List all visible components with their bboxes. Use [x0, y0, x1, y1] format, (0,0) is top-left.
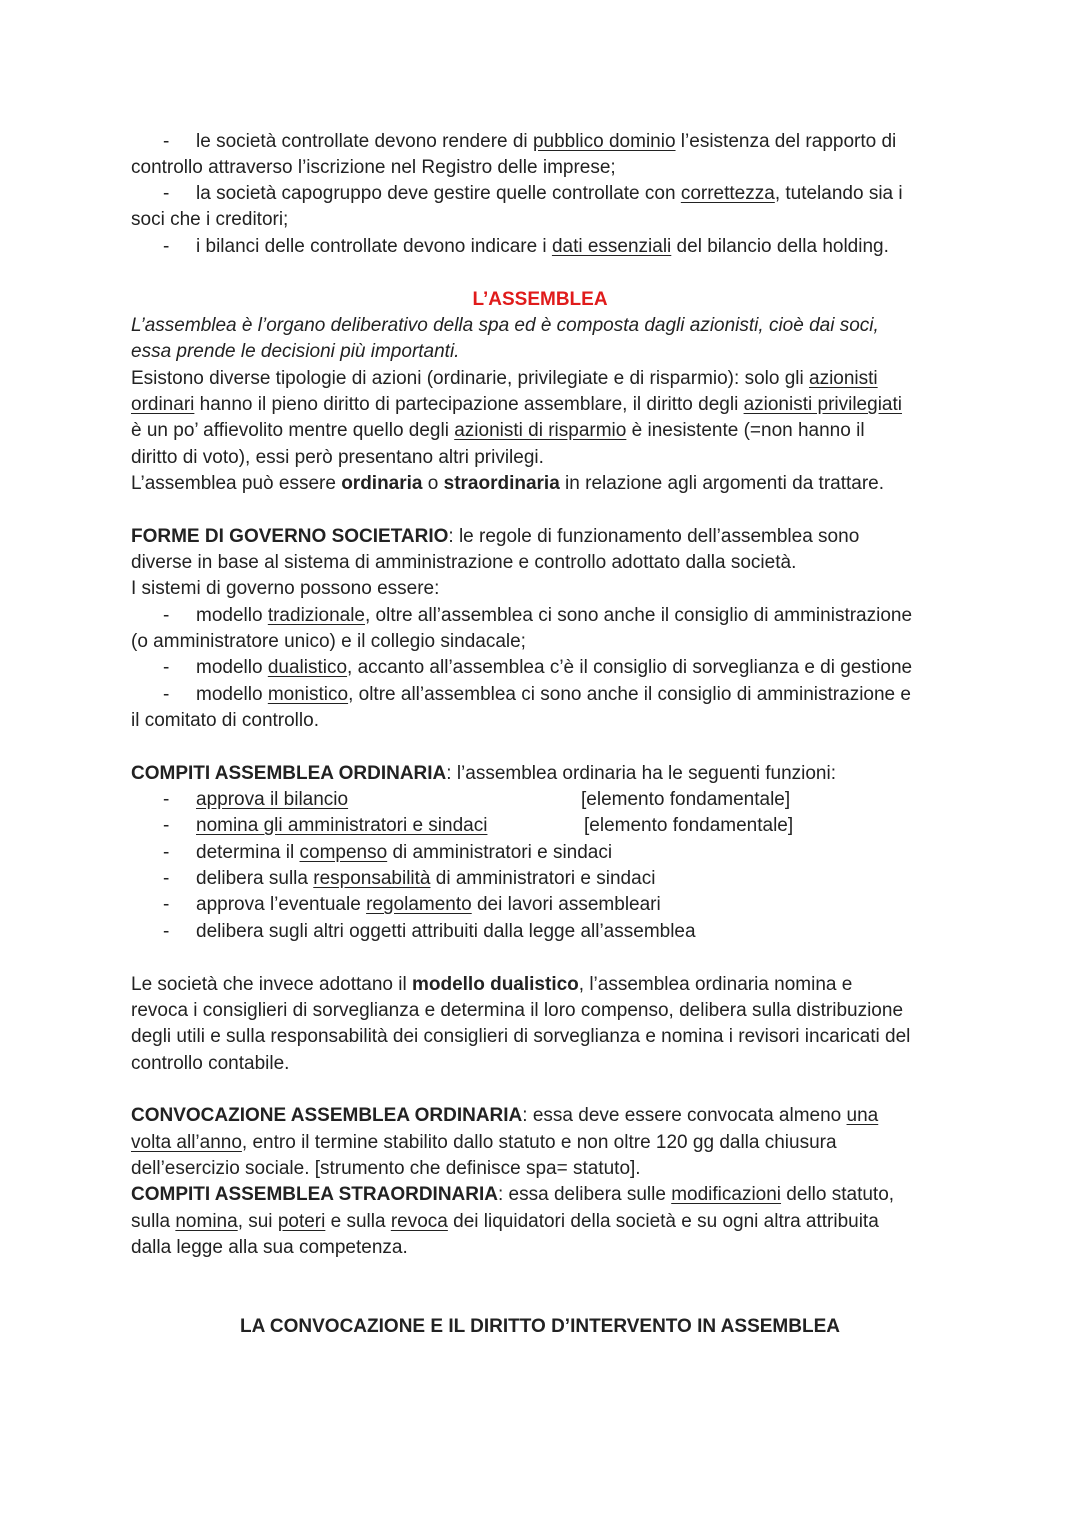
bullet-dash: -: [163, 684, 170, 705]
bullet-dash: -: [163, 131, 170, 152]
bullet-dash: -: [163, 815, 170, 836]
paragraph-line: Le società che invece adottano il modello dualistico, l’assemblea ordinaria nomina e: [131, 974, 853, 995]
bullet-dash: -: [163, 894, 170, 915]
bullet-text: delibera sugli altri oggetti attribuiti dalla legge all’assemblea: [196, 921, 696, 942]
section-heading: FORME DI GOVERNO SOCIETARIO: [131, 526, 449, 547]
paragraph-line: COMPITI ASSEMBLEA ORDINARIA: l’assemblea ordinaria ha le seguenti funzioni:: [131, 763, 836, 784]
paragraph-line: controllo contabile.: [131, 1053, 290, 1074]
bullet-dash: -: [163, 921, 170, 942]
bullet-text: determina il compenso di amministratori e sindaci: [196, 842, 613, 863]
section-title: L’ASSEMBLEA: [472, 289, 608, 310]
bullet-text: le società controllate devono rendere di pubblico dominio l’esistenza del rapporto di: [196, 131, 897, 152]
bullet-text: i bilanci delle controllate devono indicare i dati essenziali del bilancio della holding.: [196, 236, 889, 257]
bullet-tag: [elemento fondamentale]: [584, 815, 794, 836]
bullet-dash: -: [163, 842, 170, 863]
section-heading: COMPITI ASSEMBLEA STRAORDINARIA: [131, 1184, 498, 1205]
section-heading: COMPITI ASSEMBLEA ORDINARIA: [131, 763, 447, 784]
bullet-dash: -: [163, 789, 170, 810]
bullet-dash: -: [163, 183, 170, 204]
bullet-dash: -: [163, 868, 170, 889]
intro-line: essa prende le decisioni più importanti.: [131, 341, 460, 362]
bullet-tag: [elemento fondamentale]: [581, 789, 791, 810]
bullet-text: approva il bilancio: [196, 789, 349, 810]
bullet-text: approva l’eventuale regolamento dei lavori assembleari: [196, 894, 661, 915]
paragraph-line: volta all’anno, entro il termine stabilito dallo statuto e non oltre 120 gg dalla chiusura: [131, 1132, 837, 1153]
paragraph-line: degli utili e sulla responsabilità dei consiglieri di sorveglianza e nomina i revisori incaricati del: [131, 1026, 911, 1047]
bullet-dash: -: [163, 605, 170, 626]
paragraph-line: sulla nomina, sui poteri e sulla revoca dei liquidatori della società e su ogni altra attribuita: [131, 1211, 879, 1232]
paragraph-line: diverse in base al sistema di amministrazione e controllo adottato dalla società.: [131, 552, 797, 573]
bullet-text: delibera sulla responsabilità di amministratori e sindaci: [196, 868, 656, 889]
paragraph-line: è un po’ affievolito mentre quello degli azionisti di risparmio è inesistente (=non hanno il: [131, 420, 865, 441]
bullet-continuation: controllo attraverso l’iscrizione nel Registro delle imprese;: [131, 157, 616, 178]
bullet-text: modello tradizionale, oltre all’assemblea ci sono anche il consiglio di amministrazione: [196, 605, 913, 626]
intro-line: L’assemblea è l’organo deliberativo della spa ed è composta dagli azionisti, cioè dai soci,: [131, 315, 879, 336]
paragraph-line: ordinari hanno il pieno diritto di partecipazione assemblare, il diritto degli azionisti privilegiati: [131, 394, 902, 415]
paragraph-line: I sistemi di governo possono essere:: [131, 578, 440, 599]
section-heading: CONVOCAZIONE ASSEMBLEA ORDINARIA: [131, 1105, 523, 1126]
paragraph-line: Esistono diverse tipologie di azioni (ordinarie, privilegiate e di risparmio): solo gli azionisti: [131, 368, 878, 389]
paragraph-line: revoca i consiglieri di sorveglianza e determina il loro compenso, delibera sulla distribuzione: [131, 1000, 904, 1021]
paragraph-line: FORME DI GOVERNO SOCIETARIO: le regole di funzionamento dell’assemblea sono: [131, 526, 860, 547]
paragraph-line: L’assemblea può essere ordinaria o straordinaria in relazione agli argomenti da trattare.: [131, 473, 885, 494]
paragraph-line: diritto di voto), essi però presentano altri privilegi.: [131, 447, 544, 468]
bullet-text: la società capogruppo deve gestire quelle controllate con correttezza, tutelando sia i: [196, 183, 903, 204]
bullet-continuation: soci che i creditori;: [131, 209, 289, 230]
paragraph-line: COMPITI ASSEMBLEA STRAORDINARIA: essa delibera sulle modificazioni dello statuto,: [131, 1184, 895, 1205]
paragraph-line: dell’esercizio sociale. [strumento che definisce spa= statuto].: [131, 1158, 641, 1179]
bullet-text: nomina gli amministratori e sindaci: [196, 815, 488, 836]
paragraph-line: CONVOCAZIONE ASSEMBLEA ORDINARIA: essa deve essere convocata almeno una: [131, 1105, 879, 1126]
bullet-text: modello monistico, oltre all’assemblea ci sono anche il consiglio di amministrazione e: [196, 684, 911, 705]
bullet-text: modello dualistico, accanto all’assemblea c’è il consiglio di sorveglianza e di gestione: [196, 657, 913, 678]
bullet-dash: -: [163, 657, 170, 678]
section-title: LA CONVOCAZIONE E IL DIRITTO D’INTERVENTO IN ASSEMBLEA: [240, 1316, 840, 1337]
bullet-dash: -: [163, 236, 170, 257]
bullet-continuation: il comitato di controllo.: [131, 710, 319, 731]
paragraph-line: dalla legge alla sua competenza.: [131, 1237, 408, 1258]
bullet-continuation: (o amministratore unico) e il collegio sindacale;: [131, 631, 526, 652]
